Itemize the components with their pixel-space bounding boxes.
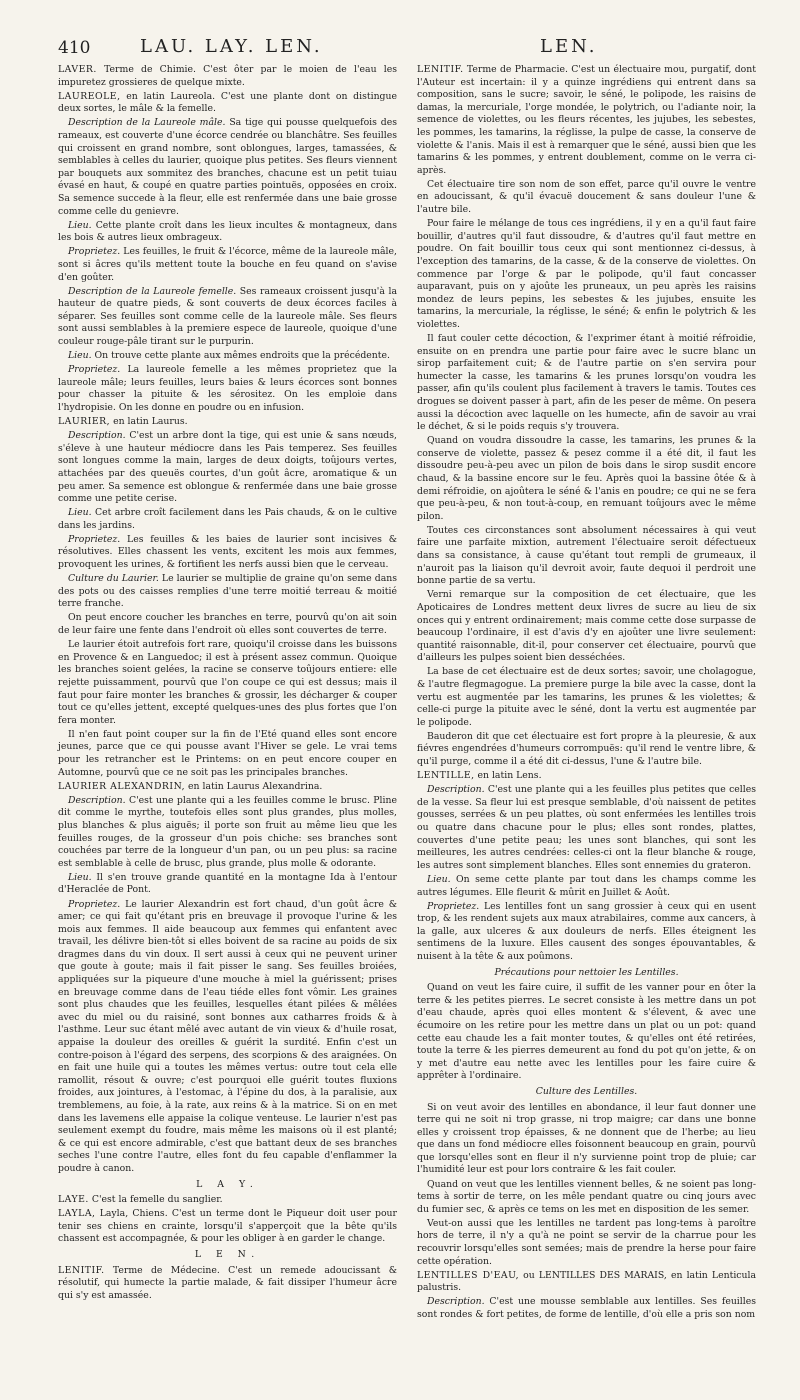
entry-text: C'est une mousse semblable aux lentilles. Ses feuilles sont rondes & fort petites, de forme de lentille, d'où elle a pris son nom xyxy=(417,1296,756,1320)
entry-text: C'est une plante qui a les feuilles comme le brusc. Pline dit comme le myrthe, toutefois elles sont plus grandes, plus molles, plus blanches & plus aiguës; il porte son fruit au même lieu que les feuilles rouges, de la grosseur d'un pois chiche: ses branches sont couchées par terre de la longueur d'un pan, ou un peu plus: sa racine est semblable à celle de brusc, plus grande, plus molle & odorante. xyxy=(58,794,397,869)
entry-headword: LAVER. xyxy=(58,64,97,75)
entry-subheading-label: Description de la Laureole mâle. xyxy=(68,117,226,129)
running-head-left: LAU. LAY. LEN. xyxy=(140,36,323,57)
entry-paragraph xyxy=(417,874,756,899)
dictionary-entry xyxy=(58,781,397,794)
entry-subheading-label: Proprietez. xyxy=(68,364,121,376)
section-letter-heading: L A Y. xyxy=(196,1178,259,1190)
entry-text: C'est une plante qui a les feuilles plus petites que celles de la vesse. Sa fleur lui est presque semblable, d'où naissent de petites gousses, serrées & un peu plattes, où sont enfermées les lentilles trois ou quatre dans chacune pour le plus; elles sont rondes, plattes, couvertes d'une petite peau; les unes sont blanches, qui sont les meilleures, les autres cendrées: celles-ci ont la fleur blanche & rouge, les autres sont simplement blanches. Elles sont ennemies du grateron. xyxy=(417,784,756,871)
entry-paragraph xyxy=(58,534,397,572)
entry-paragraph xyxy=(417,525,756,588)
entry-paragraph xyxy=(417,784,756,872)
entry-paragraph xyxy=(58,117,397,218)
entry-paragraph xyxy=(417,666,756,729)
entry-paragraph xyxy=(417,731,756,769)
entry-text: Les feuilles & les baies de laurier sont incisives & résolutives. Elles chassent les vents, excitent les mois aux femmes, provoquent les urines, & fortifient les nerfs aussi bien que le cerveau. xyxy=(58,533,397,571)
entry-subheading-label: Description. xyxy=(68,430,126,442)
right-column xyxy=(417,64,756,1323)
entry-paragraph xyxy=(58,286,397,349)
entry-paragraph xyxy=(417,982,756,1083)
entry-text: On trouve cette plante aux mêmes endroits que la précédente. xyxy=(91,350,390,362)
entry-paragraph xyxy=(58,430,397,506)
subsection-heading: Culture des Lentilles. xyxy=(535,1085,638,1097)
entry-text: Bauderon dit que cet électuaire est fort propre à la pleuresie, & aux fiévres engendrées d'humeurs corrompuës: qu'il rend le ventre libre, & qu'il purge, comme il a été dit ci-dessus, l'une & l'autre bile. xyxy=(417,730,756,768)
entry-subheading-label: Description. xyxy=(68,794,126,806)
entry-headword: LENTILLE, xyxy=(417,770,475,782)
dictionary-entry xyxy=(58,416,397,429)
entry-paragraph xyxy=(58,639,397,727)
dictionary-entry xyxy=(417,1270,756,1295)
entry-text: Veut-on aussi que les lentilles ne tardent pas long-tems à paroître hors de terre, il n'y a qu'à ne point se servir de la charrue pour les recouvrir lorsqu'elles sont semées; mais de prendre la herse pour faire cette opération. xyxy=(417,1217,756,1267)
left-column xyxy=(58,64,397,1323)
entry-paragraph xyxy=(58,507,397,532)
entry-text: Terme de Chimie. C'est ôter par le moien de l'eau les impuretez grossieres de quelque mixte. xyxy=(58,64,397,88)
entry-paragraph xyxy=(58,612,397,637)
entry-subheading-label: Lieu. xyxy=(68,871,92,883)
entry-text: Pour faire le mélange de tous ces ingrédiens, il y en a qu'il faut faire bouillir, d'autres qu'il faut dissoudre, & d'autres qu'il faut mettre en poudre. On fait bouillir tous ceux qui sont mentionnez ci-dessus, à l'exception des tamarins, de la casse, & de la conserve de violettes. On commence par l'orge & par le polipode, qu'il faut concasser auparavant, puis on y ajoûte les pruneaux, un peu après les raisins mondez de leurs pepins, les sebestes & les jujubes, ensuite les tamarins, la mercuriale, la réglisse, le séné; & enfin le polytrich & les violettes. xyxy=(417,218,756,330)
entry-text: On seme cette plante par tout dans les champs comme les autres légumes. Elle fleurit & mûrit en Juillet & Août. xyxy=(417,873,756,898)
dictionary-entry xyxy=(417,770,756,783)
entry-subheading-label: Proprietez. xyxy=(68,246,121,258)
entry-subheading-label: Lieu. xyxy=(68,219,92,231)
entry-paragraph xyxy=(417,218,756,331)
section-letter-heading: L E N. xyxy=(194,1249,261,1261)
entry-text: La laureole femelle a les mêmes proprietez que la laureole mâle; leurs feuilles, leurs baies & leurs écorces sont bonnes pour chasser la pituite & les sérositez. On les emploie dans l'hydropisie. On les donne en poudre ou en infusion. xyxy=(58,364,397,413)
entry-paragraph xyxy=(58,795,397,871)
entry-subheading-label: Lieu. xyxy=(68,350,92,362)
dictionary-entry xyxy=(58,91,397,116)
dictionary-entry xyxy=(58,64,397,89)
entry-text: en latin Laurus Alexandrina. xyxy=(185,780,323,792)
entry-text: On peut encore coucher les branches en terre, pourvû qu'on ait soin de leur faire une fente dans l'endroit où elles sont couvertes de terre. xyxy=(58,612,397,637)
entry-paragraph xyxy=(417,1102,756,1178)
entry-subheading-label: Proprietez. xyxy=(427,900,480,912)
entry-text: Terme de Pharmacie. C'est un électuaire mou, purgatif, dont l'Auteur est incertain: il y a quinze ingrédiens qui entrent dans sa composition, sans le sucre; savoir, le séné, le polipode, les raisins de damas, la mercuriale, l'orge mondée, le polytrich, ou l'adiante noir, la semence de violettes, ou les fleurs récentes, les jujubes, les sebestes, les pommes, les tamarins, la réglisse, la pulpe de casse, la conserve de violette & l'anis. Mais il est à remarquer que le séné, aussi bien que les tamarins & les pommes, y entrent doublement, comme on le verra ci-après. xyxy=(417,64,756,176)
entry-subheading-label: Culture du Laurier. xyxy=(68,573,159,585)
entry-text: Il s'en trouve grande quantité en la montagne Ida à l'entour d'Heraclée de Pont. xyxy=(58,871,397,896)
entry-paragraph xyxy=(417,901,756,964)
entry-text: ou LENTILLES DES MARAIS, en latin Lenticula palustris. xyxy=(417,1269,756,1294)
entry-subheading-label: Description. xyxy=(427,1296,485,1308)
entry-headword: LAURIER ALEXANDRIN, xyxy=(58,780,186,792)
entry-paragraph xyxy=(417,1296,756,1321)
entry-text: La base de cet électuaire est de deux sortes; savoir, une cholagogue, & l'autre flegmagogue. La premiere purge la bile avec la casse, dont la vertu est augmentée par les tamarins, les prunes & les violettes; & celle-ci purge la pituite avec le séné, dont la vertu est augmentée par le polipode. xyxy=(417,666,756,728)
entry-text: Terme de Médecine. C'est un remede adoucissant & résolutif, qui humecte la partie malade, & fait dissiper l'humeur âcre qui s'y est amassée. xyxy=(58,1264,397,1301)
entry-text: Il n'en faut point couper sur la fin de l'Eté quand elles sont encore jeunes, parce que ce qui pousse avant l'Hiver se gele. Le vrai tems pour les retrancher est le Printems: on en peut encore couper en Automne, pourvû que ce ne soit pas les principales branches. xyxy=(58,728,397,778)
entry-paragraph xyxy=(58,573,397,611)
dictionary-entry xyxy=(417,64,756,177)
entry-text: en latin Laurus. xyxy=(110,416,188,428)
entry-text: C'est un arbre dont la tige, qui est unie & sans nœuds, s'éleve à une hauteur médiocre dans les Pais temperez. Ses feuilles sont longues comme la main, larges de deux doigts, toûjours vertes, attachées par des queuës courtes, d'un goût âcre, aromatique & un peu amer. Sa semence est oblongue & renfermée dans une baie grosse comme une petite cerise. xyxy=(58,430,397,505)
entry-text: Le laurier Alexandrin est fort chaud, d'un goût âcre & amer; ce qui fait qu'étant pris en breuvage il provoque l'urine & les mois aux femmes. Il aide beaucoup aux femmes qui enfantent avec travail, les délivre bien-tôt si elles boivent de sa racine au poids de six dragmes dans du vin doux. Il sert aussi à ceux qui ne peuvent uriner que goute à goute; mais il fait pisser le sang. Ses feuilles broiées, appliquées sur la piqueure d'une mouche à miel la guérissent; prises en breuvage comme dans de l'eau tiéde elles font vômir. Les graines sont plus chaudes que les feuilles, lesquelles étant pilées & mêlées avec du miel ou du raisiné, sont bonnes aux catharres froids & à l'asthme. Leur suc étant mêlé avec autant de vin vieux & d'huile rosat, appaise la douleur des oreilles & guérit la surdité. Enfin c'est un contre-poison à l'égard des serpens, des scorpions & des araignées. On en fait une huile qui a toutes les mêmes vertus: outre tout cela elle ramollit, résout & ouvre; c'est pourquoi elle guérit toutes fluxions froides, aux jointures, à l'estomac, à l'épine du dos, à la paralisie, aux tremblemens, au foie, à la rate, aux reins & à la matrice. Si on en met dans les lavemens elle appaise la colique venteuse. Le laurier n'est pas seulement exempt du foudre, mais même les maisons où il est planté; & ce qui est encore admirable, c'est que battant deux de ses branches seches l'une contre l'autre, elles font du feu capable d'enflammer la poudre à canon. xyxy=(58,898,397,1174)
entry-subheading-label: Lieu. xyxy=(427,873,451,885)
entry-headword: LAURIER, xyxy=(58,416,111,428)
entry-text: C'est la femelle du sanglier. xyxy=(88,1194,223,1206)
entry-headword: LAUREOLE, xyxy=(58,90,121,102)
entry-text: Verni remarque sur la composition de cet électuaire, que les Apoticaires de Londres mettent deux livres de sucre au lieu de six onces qui y entrent ordinairement; mais comme cette dose surpasse de beaucoup l'ordinaire, il est d'avis d'y en ajoûter une livre seulement: quantité raisonnable, dit-il, pour conserver cet électuaire, pourvû que d'ailleurs les pulpes soient bien desséchées. xyxy=(417,589,756,664)
entry-paragraph xyxy=(58,872,397,897)
dictionary-entry xyxy=(58,1208,397,1246)
text-columns xyxy=(58,64,756,1323)
entry-text: Sa tige qui pousse quelquefois des rameaux, est couverte d'une écorce cendrée ou blanchâtre. Ses feuilles qui croissent en grand nombre, sont oblongues, larges, tamassées, & semblables à celles du laurier, quoique plus petites. Ses fleurs viennent par bouquets aux sommitez des branches, chacune est un petit tuiau évasé en haut, & coupé en quatre parties pointuës, opposées en croix. Sa semence succede à la fleur, elle est renfermée dans une baie grosse comme celle du genievre. xyxy=(58,117,397,217)
entry-text: Cet arbre croît facilement dans les Pais chauds, & on le cultive dans les jardins. xyxy=(58,507,397,531)
entry-text: Cette plante croît dans les lieux incultes & montagneux, dans les bois & autres lieux ombrageux. xyxy=(58,219,397,244)
entry-headword: LAYE. xyxy=(58,1194,89,1206)
entry-subheading-label: Proprietez. xyxy=(68,533,121,545)
entry-text: Quand on veut que les lentilles viennent belles, & ne soient pas long-tems à sortir de terre, on les mêle pendant quatre ou cinq jours avec du fumier sec, & après ce tems on les met en disposition de les semer. xyxy=(417,1178,756,1215)
entry-subheading-label: Description de la Laureole femelle. xyxy=(68,285,237,297)
entry-subheading-label: Lieu. xyxy=(68,507,92,519)
entry-paragraph xyxy=(58,364,397,414)
entry-text: Toutes ces circonstances sont absolument nécessaires à qui veut faire une parfaite mixtion, autrement l'électuaire seroit défectueux dans sa consistance, à cause qu'étant tout rempli de grumeaux, il n'auroit pas la liaison qu'il devroit avoir, faute dequoi il perdroit une bonne partie de sa vertu. xyxy=(417,524,756,587)
entry-paragraph xyxy=(58,350,397,363)
entry-text: Si on veut avoir des lentilles en abondance, il leur faut donner une terre qui ne soit ni trop grasse, ni trop maigre; car dans une bonne elles y croissent trop épaisses, & ne donnent que de l'herbe; au lieu que dans un fond médiocre elles foisonnent beaucoup en grain, pourvû que lorsqu'elles sont en fleur il n'y survienne point trop de pluie; car l'humidité leur est pour lors contraire & les fait couler. xyxy=(417,1101,756,1176)
entry-paragraph xyxy=(417,179,756,217)
entry-text: en latin Laureola. C'est une plante dont on distingue deux sortes, le mâle & la femelle. xyxy=(58,90,397,115)
entry-text: Ses rameaux croissent jusqu'à la hauteur de quatre pieds, & sont couverts de deux écorces faciles à séparer. Ses feuilles sont comme celle de la laureole mâle. Ses fleurs sont aussi semblables à la premiere espece de laureole, quoique d'une couleur rouge-pâle tirant sur le purpurin. xyxy=(58,285,397,347)
entry-headword: LENITIF. xyxy=(58,1264,105,1276)
entry-paragraph xyxy=(417,333,756,434)
entry-headword: LAYLA, xyxy=(58,1208,96,1220)
entry-headword: LENITIF. xyxy=(417,64,464,75)
entry-text: Le laurier étoit autrefois fort rare, quoiqu'il croisse dans les buissons en Provence & en Languedoc; il est à présent assez commun. Quoique les branches soient gelées, la racine se conserve toûjours entiere: elle rejette puissamment, pourvû que l'on coupe ce qui est dessus; mais il faut pour faire monter les branches & grossir, les décharger & couper tout ce qu'elles jettent, excepté quelques-unes des plus fortes que l'on fera monter. xyxy=(58,639,397,726)
entry-paragraph xyxy=(417,435,756,523)
entry-paragraph xyxy=(58,899,397,1176)
entry-text: Layla, Chiens. C'est un terme dont le Piqueur doit user pour tenir ses chiens en crainte, lorsqu'il s'apperçoit que la bête qu'ils chassent est accompagnée, & pour les obliger à en garder le change. xyxy=(58,1208,397,1245)
entry-subheading-label: Proprietez. xyxy=(68,898,121,910)
entry-paragraph xyxy=(417,1218,756,1268)
entry-paragraph xyxy=(417,589,756,665)
entry-subheading-label: Description. xyxy=(427,784,485,796)
entry-text: Quand on veut les faire cuire, il suffit de les vanner pour en ôter la terre & les petites pierres. Le secret consiste à les mettre dans un pot d'eau chaude, après quoi elles montent & s'élevent, & avec une écumoire on les retire pour les mettre dans un plat ou un pot: quand cette eau chaude les a fait monter toutes, & qu'elles ont été retirées, toute la terre & les pierres demeurent au fond du pot qu'on jette, & on y met d'autre eau nette avec les lentilles pour les faire cuire & apprêter à l'ordinaire. xyxy=(417,982,756,1082)
entry-text: Quand on voudra dissoudre la casse, les tamarins, les prunes & la conserve de violette, passez & pesez comme il a été dit, il faut les dissoudre peu-à-peu avec un pilon de bois dans le sirop susdit encore chaud, & la bassine encore sur le feu. Après quoi la bassine ôtée & à demi réfroidie, on ajoûtera le séné & l'anis en poudre; ce qui ne se fera que peu-à-peu, & non tout-à-coup, en remuant toûjours avec le même pilon. xyxy=(417,435,756,522)
entry-text: Cet électuaire tire son nom de son effet, parce qu'il ouvre le ventre en adoucissant, & qu'il évacuë doucement & sans douleur l'une & l'autre bile. xyxy=(417,178,756,216)
entry-text: Les feuilles, le fruit & l'écorce, même de la laureole mâle, sont si âcres qu'ils mettent toute la bouche en feu quand on s'avise d'en goûter. xyxy=(58,246,397,283)
entry-paragraph xyxy=(417,1179,756,1217)
entry-text: Les lentilles font un sang grossier à ceux qui en usent trop, & les rendent sujets aux maux atrabilaires, comme aux cancers, à la galle, aux ulceres & aux douleurs de nerfs. Elles éteignent les sentimens de la luxure. Elles causent des songes épouvantables, & nuisent à la tête & aux poûmons. xyxy=(417,900,756,962)
subsection-heading: Précautions pour nettoier les Lentilles. xyxy=(494,966,679,978)
entry-paragraph xyxy=(58,246,397,284)
entry-paragraph xyxy=(58,220,397,245)
dictionary-entry xyxy=(58,1265,397,1303)
entry-paragraph xyxy=(58,729,397,779)
running-head-right: LEN. xyxy=(540,36,598,57)
dictionary-entry xyxy=(58,1194,397,1207)
entry-text: en latin Lens. xyxy=(474,770,542,782)
entry-text: Le laurier se multiplie de graine qu'on seme dans des pots ou des caisses remplies d'une terre moitié terreau & moitié terre franche. xyxy=(58,573,397,610)
page-number: 410 xyxy=(58,38,91,58)
entry-text: Il faut couler cette décoction, & l'exprimer étant à moitié réfroidie, ensuite on en prendra une partie pour faire avec le sucre blanc un sirop parfaitement cuit; & de l'autre partie on s'en servira pour humecter la casse, les tamarins & les prunes lorsqu'on voudra les passer, afin qu'ils coulent plus facilement à travers le tamis. Toutes ces drogues se doivent passer à part, afin de les peser de même. On pesera aussi la décoction avec laquelle on les humecte, afin de savoir au vrai le déchet, & si le poids requis s'y trouvera. xyxy=(417,332,756,433)
entry-headword: LENTILLES D'EAU, xyxy=(417,1269,520,1281)
